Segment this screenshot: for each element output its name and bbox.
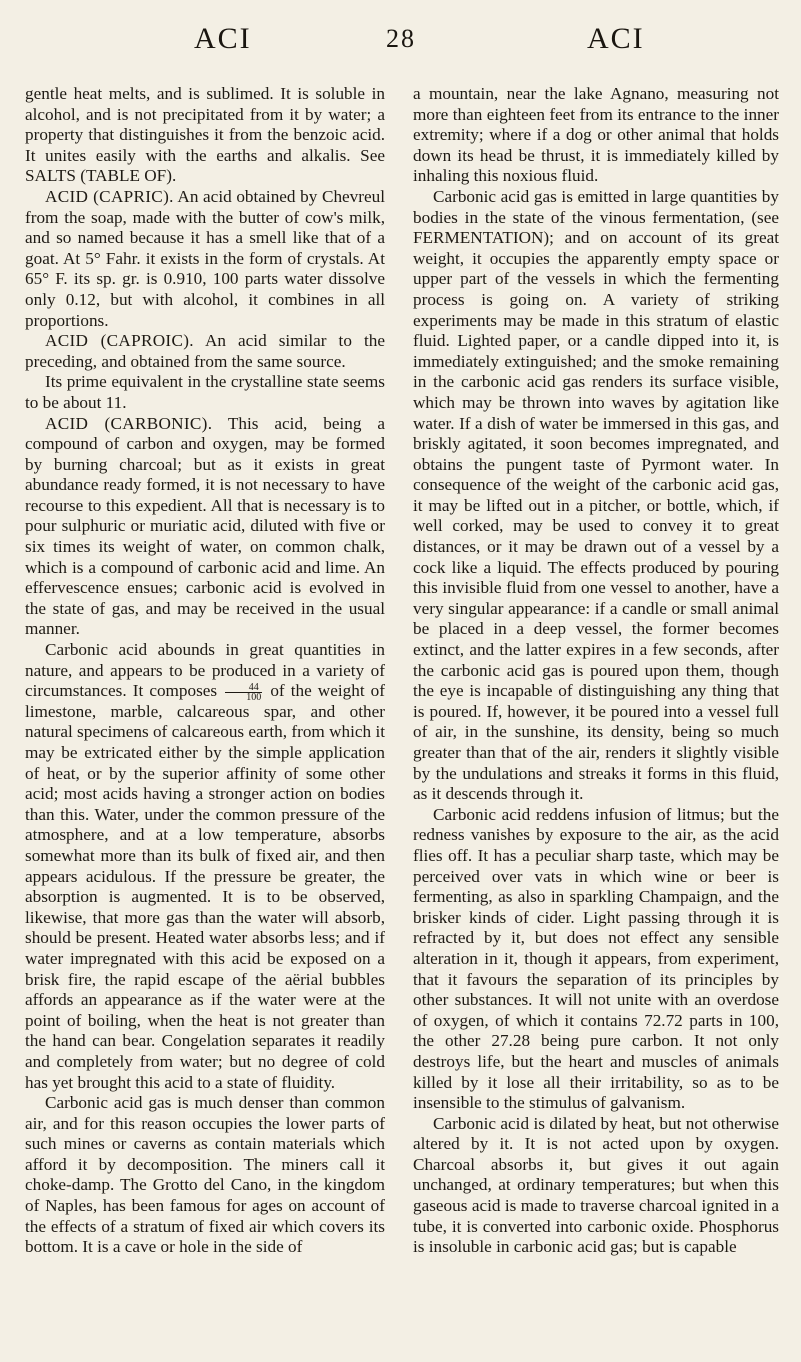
entry-acid-capric: ACID (CAPRIC). An acid obtained by Chevreul from the soap, made with the butter of cow's milk, and so named because it has a smell like that of a goat. At 5° Fahr. it exists in the form of crystals. At 65° F. its sp. gr. is 0.910, 100 parts water dissolve only 0.12, but with alcohol, it combines in all proportions. [25, 186, 386, 330]
right-column [413, 84, 779, 1258]
header-left-guide-word: ACI [194, 22, 252, 55]
paragraph: Carbonic acid abounds in great quantities in nature, and appears to be produced in a variety of circumstances. It composes $\frac{44}{100}$ of the weight of limestone, marble, calcareous spar, and other natural specimens of calcareous earth, from which it may be extricated either by the simple application of heat, or by the superior affinity of some other acid; most acids having a stronger action on bodies than this. Water, under the common pressure of the atmosphere, and at a low temperature, absorbs somewhat more than its bulk of fixed air, and then appears acidulous. If the pressure be greater, the absorption is augmented. It is to be observed, likewise, that more gas than the water will absorb, should be present. Heated water absorbs less; and if water impregnated with this acid be exposed on a brisk fire, the rapid escape of the aërial bubbles affords an appearance as if the water were at the point of boiling, when the heat is not greater than the hand can bear. Congelation separates it readily and completely from water; but no degree of cold has yet brought this acid to a state of fluidity. [25, 640, 385, 1092]
running-header [0, 22, 801, 62]
entry-heading: ACID (CARBONIC). [45, 413, 213, 433]
entry-heading: ACID (CAPRIC). [45, 186, 174, 206]
paragraph: Carbonic acid reddens infusion of litmus; but the redness vanishes by exposure to the air, as the acid flies off. It has a peculiar sharp taste, which may be perceived over vats in which wine or beer is fermenting, as also in sparkling Champaign, and the brisker kinds of cider. Light passing through it is refracted by it, but does not effect any sensible alteration in it, though it appears, from experiment, that it favours the separation of its principles by other substances. It will not unite with an overdose of oxygen, of which it contains 72.72 parts in 100, the other 27.28 being pure carbon. It not only destroys life, but the heart and muscles of animals killed by it lose all their irritability, so as to be insensible to the stimulus of galvanism. [413, 804, 779, 1113]
left-column [25, 84, 385, 1258]
paragraph: Carbonic acid gas is emitted in large quantities by bodies in the state of the vinous fermentation, (see FERMENTATION); and on account of its great weight, it occupies the apparently empty space or upper part of the vessels in which the fermenting process is going on. A variety of striking experiments may be made in this stratum of elastic fluid. Lighted paper, or a candle dipped into it, is immediately extinguished; and the smoke remaining in the carbonic acid gas renders its surface visible, which may be thrown into waves by agitation like water. If a dish of water be immersed in this gas, and briskly agitated, it soon becomes impregnated, and obtains the pungent taste of Pyrmont water. In consequence of the weight of the carbonic acid gas, it may be lifted out in a pitcher, or bottle, which, if well corked, may be used to convey it to great distances, or it may be drawn out of a vessel by a cock like a liquid. The effects produced by pouring this invisible fluid from one vessel to another, have a very singular appearance: if a candle or small animal be placed in a deep vessel, the former becomes extinct, and the latter expires in a few seconds, after the carbonic acid gas is poured upon them, though the eye is incapable of distinguishing any thing that is poured. If, however, it be poured into a vessel full of air, in the sunshine, its density, being so much greater than that of the air, renders it slightly visible by the undulations and streaks it forms in this fluid, as it descends through it. [413, 186, 779, 804]
paragraph: a mountain, near the lake Agnano, measuring not more than eighteen feet from its entrance to the inner extremity; where if a dog or other animal that holds down its head be thrust, it is immediately killed by inhaling this noxious fluid. [413, 84, 779, 186]
paragraph: Carbonic acid is dilated by heat, but not otherwise altered by it. It is not acted upon by oxygen. Charcoal absorbs it, but gives it out again unchanged, at ordinary temperatures; but when this gaseous acid is made to traverse charcoal ignited in a tube, it is converted into carbonic oxide. Phosphorus is insoluble in carbonic acid gas; but is capable [413, 1113, 779, 1257]
paragraph: Carbonic acid gas is much denser than common air, and for this reason occupies the lower parts of such mines or caverns as contain materials which afford it by decomposition. The miners call it choke-damp. The Grotto del Cano, in the kingdom of Naples, has been famous for ages on account of the effects of a stratum of fixed air which covers its bottom. It is a cave or hole in the side of [25, 1093, 385, 1257]
header-right-guide-word: ACI [587, 22, 645, 55]
paragraph: Its prime equivalent in the crystalline state seems to be about 11. [25, 372, 385, 412]
page-number: 28 [386, 24, 416, 53]
entry-acid-caproic: ACID (CAPROIC). An acid similar to the preceding, and obtained from the same source. [25, 331, 385, 371]
fraction: $\frac{44}{100}$ [225, 683, 262, 702]
paragraph: gentle heat melts, and is sublimed. It is soluble in alcohol, and is not precipitated from it by water; a property that distinguishes it from the benzoic acid. It unites easily with the earths and alkalis. See SALTS (TABLE OF). [25, 84, 385, 186]
entry-acid-carbonic: ACID (CARBONIC). This acid, being a compound of carbon and oxygen, may be formed by burning charcoal; but as it exists in great abundance ready formed, it is not necessary to have recourse to this expedient. All that is necessary is to pour sulphuric or muriatic acid, diluted with five or six times its weight of water, on common chalk, which is a compound of carbonic acid and lime. An effervescence ensues; carbonic acid is evolved in the state of gas, and may be received in the usual manner. [25, 413, 386, 639]
entry-heading: ACID (CAPROIC). [45, 331, 194, 351]
